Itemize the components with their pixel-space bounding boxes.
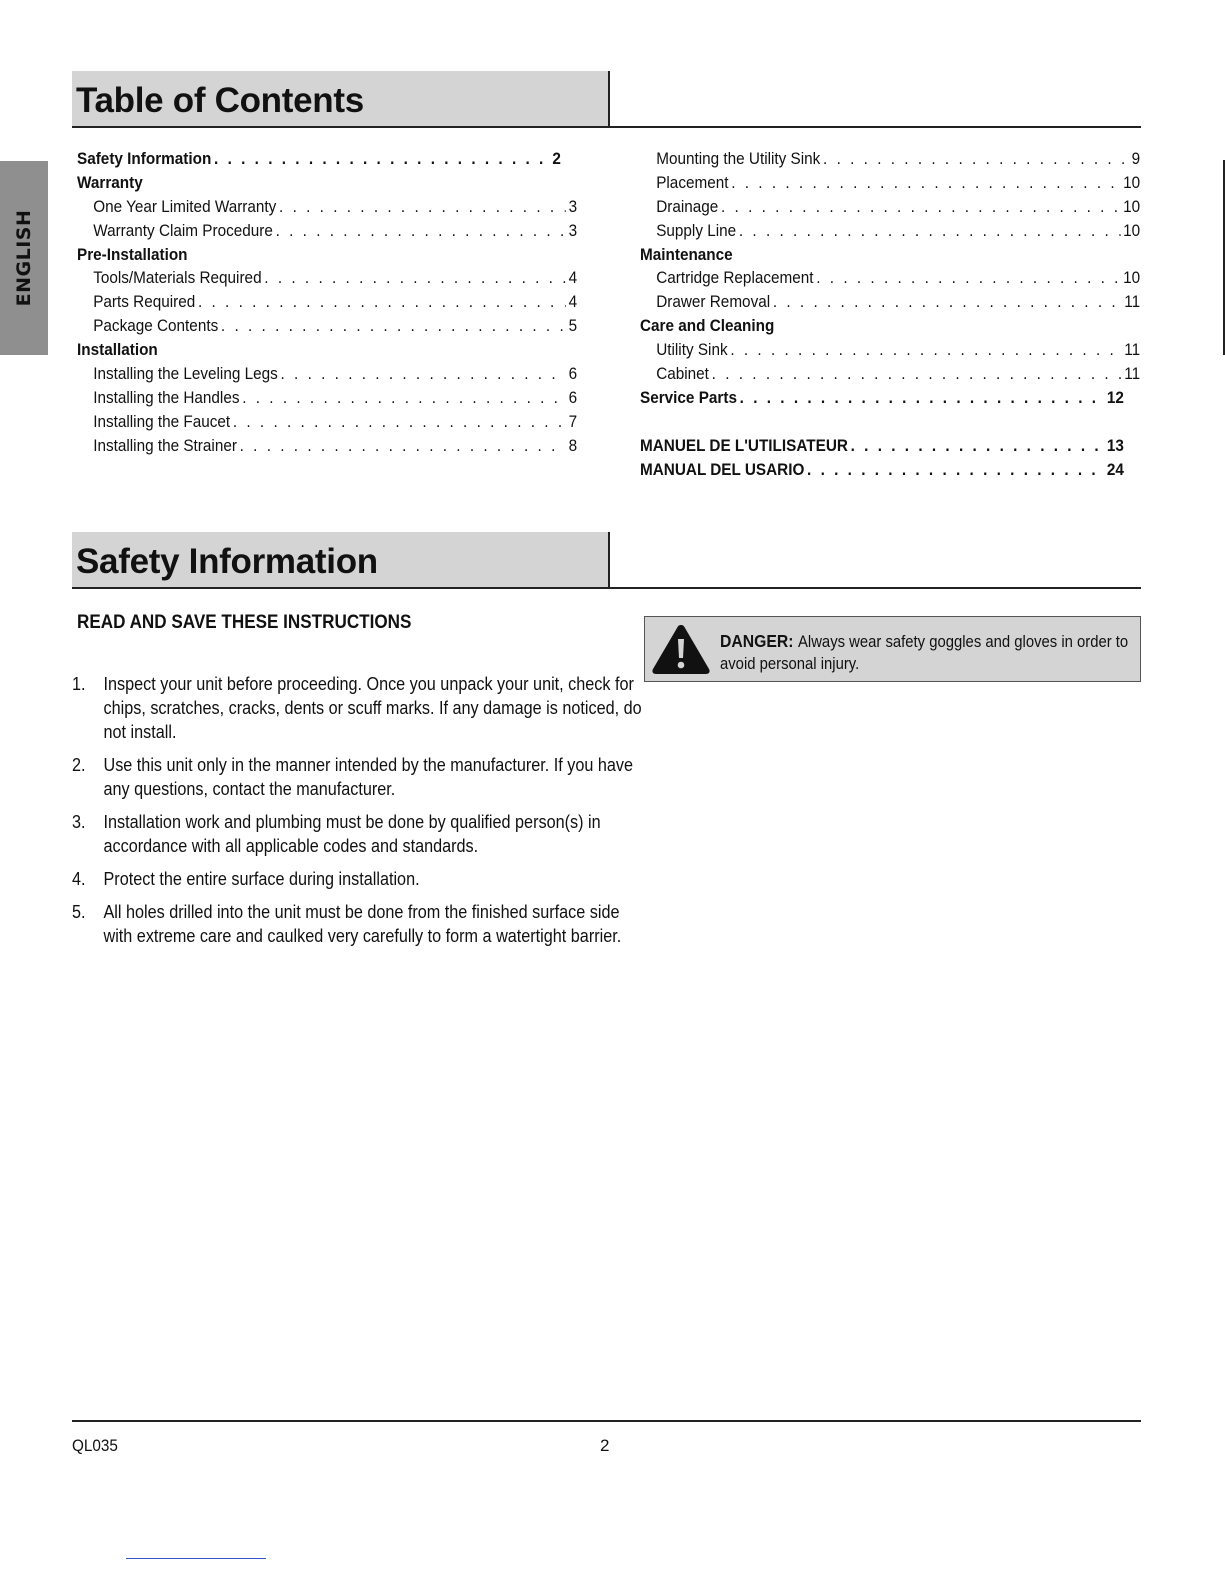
- toc-entry[interactable]: [77, 434, 577, 458]
- toc-entry[interactable]: [77, 171, 561, 195]
- toc-dot-leader: [240, 434, 566, 458]
- toc-dot-leader: [730, 338, 1121, 362]
- toc-entry[interactable]: [77, 219, 577, 243]
- toc-entry-label: Safety Information: [77, 149, 212, 168]
- toc-dot-leader: [233, 410, 566, 434]
- toc-entry-label: Drainage: [656, 196, 719, 216]
- toc-dot-leader: [198, 290, 566, 314]
- toc-entry-page: 2: [552, 149, 561, 168]
- safety-instruction-list: [72, 672, 652, 957]
- toc-entry[interactable]: [640, 314, 1124, 338]
- safety-header-band: [72, 532, 610, 587]
- toc-entry[interactable]: [77, 386, 577, 410]
- toc-entry[interactable]: [640, 266, 1140, 290]
- toc-dot-leader: [739, 219, 1121, 243]
- toc-entry-page: 11: [1124, 364, 1141, 384]
- toc-entry-label: Warranty Claim Procedure: [93, 220, 273, 240]
- toc-dot-leader: [851, 434, 1105, 458]
- toc-entry-label: Pre-Installation: [77, 244, 188, 264]
- model-number: QL035: [72, 1436, 118, 1455]
- toc-entry[interactable]: [640, 362, 1140, 386]
- toc-entry-label: MANUEL DE L'UTILISATEUR: [640, 435, 848, 455]
- danger-callout: [644, 616, 1141, 682]
- warning-triangle-icon: [651, 623, 711, 675]
- toc-dot-leader: [280, 362, 565, 386]
- toc-entry[interactable]: [77, 290, 577, 314]
- toc-entry[interactable]: [640, 171, 1140, 195]
- toc-entry-label: Mounting the Utility Sink: [656, 149, 821, 168]
- toc-entry-label: Supply Line: [656, 220, 737, 240]
- toc-entry-page: 12: [1106, 387, 1124, 407]
- toc-dot-leader: [221, 314, 566, 338]
- instruction-number: 3.: [72, 812, 86, 832]
- toc-entry-page: 6: [568, 387, 578, 407]
- safety-instruction-item: [72, 867, 644, 891]
- toc-dot-leader: [242, 386, 566, 410]
- toc-dot-leader: [276, 219, 566, 243]
- toc-entry-page: 11: [1124, 340, 1141, 360]
- toc-dot-leader: [823, 147, 1129, 171]
- toc-entry-page: 9: [1131, 149, 1141, 168]
- toc-right-column: [640, 147, 1141, 481]
- toc-entry[interactable]: [640, 195, 1140, 219]
- toc-dot-leader: [721, 195, 1120, 219]
- read-save-instructions-heading: READ AND SAVE THESE INSTRUCTIONS: [77, 612, 412, 633]
- toc-entry[interactable]: [640, 434, 1124, 458]
- toc-entry[interactable]: [77, 314, 577, 338]
- toc-entry[interactable]: [77, 266, 577, 290]
- toc-entry-label: Warranty: [77, 172, 143, 192]
- toc-entry-label: Drawer Removal: [656, 292, 771, 312]
- toc-entry-label: Tools/Materials Required: [93, 268, 262, 288]
- toc-entry-page: 10: [1123, 196, 1141, 216]
- toc-entry-label: MANUAL DEL USARIO: [640, 459, 805, 479]
- safety-header-rule: [72, 587, 1141, 589]
- toc-entry[interactable]: [640, 147, 1140, 171]
- toc-header-band: [72, 71, 610, 126]
- toc-entry-page: 5: [568, 316, 578, 336]
- toc-entry-label: Care and Cleaning: [640, 316, 775, 336]
- toc-dot-leader: [816, 266, 1120, 290]
- safety-title: Safety Information: [76, 542, 378, 581]
- instruction-text: All holes drilled into the unit must be done from the finished surface side with extreme care and caulked very carefully to form a watertight barrier.: [103, 902, 622, 946]
- toc-entry-label: Installation: [77, 340, 158, 360]
- toc-entry[interactable]: [640, 290, 1140, 314]
- toc-entry-label: Utility Sink: [656, 340, 728, 360]
- toc-entry-page: 11: [1124, 292, 1141, 312]
- toc-left-column: [77, 147, 578, 458]
- language-side-tab: [0, 161, 48, 355]
- toc-entry-label: Installing the Faucet: [93, 411, 231, 431]
- toc-entry-page: 8: [568, 435, 578, 455]
- danger-label: DANGER:: [720, 631, 794, 651]
- toc-entry[interactable]: [77, 410, 577, 434]
- instruction-text: Protect the entire surface during installation.: [103, 869, 420, 889]
- toc-header-rule: [72, 126, 1141, 128]
- toc-entry-label: Installing the Handles: [93, 387, 240, 407]
- toc-entry[interactable]: [640, 219, 1140, 243]
- toc-entry-page: 4: [568, 268, 578, 288]
- toc-spacer: [640, 410, 1124, 434]
- page-number: 2: [600, 1436, 610, 1455]
- toc-entry-label: Placement: [656, 172, 729, 192]
- toc-dot-leader: [279, 195, 566, 219]
- toc-dot-leader: [712, 362, 1122, 386]
- toc-entry-page: 4: [568, 292, 578, 312]
- toc-entry-label: Cartridge Replacement: [656, 268, 814, 288]
- toc-dot-leader: [731, 171, 1120, 195]
- toc-entry[interactable]: [77, 195, 577, 219]
- toc-entry[interactable]: [77, 147, 561, 171]
- toc-entry[interactable]: [640, 243, 1124, 267]
- toc-entry-label: Installing the Leveling Legs: [93, 364, 278, 384]
- instruction-number: 1.: [72, 674, 86, 694]
- toc-entry-page: 13: [1106, 435, 1124, 455]
- toc-dot-leader: [214, 147, 550, 171]
- toc-entry[interactable]: [77, 362, 577, 386]
- toc-dot-leader: [807, 458, 1104, 482]
- instruction-number: 4.: [72, 869, 86, 889]
- toc-entry-page: 10: [1123, 268, 1141, 288]
- safety-instruction-item: [72, 753, 644, 801]
- toc-entry-page: 10: [1123, 220, 1141, 240]
- toc-entry-page: 7: [568, 411, 578, 431]
- toc-entry[interactable]: [77, 338, 561, 362]
- toc-entry-page: 24: [1106, 459, 1124, 479]
- instruction-text: Inspect your unit before proceeding. Once you unpack your unit, check for chips, scratches, cracks, dents or scuff marks. If any damage is noticed, do not install.: [103, 674, 642, 742]
- footer-rule: [72, 1420, 1141, 1422]
- bottom-link-underline: [126, 1558, 266, 1559]
- toc-entry-page: 3: [568, 196, 578, 216]
- toc-dot-leader: [773, 290, 1122, 314]
- toc-entry-page: 3: [568, 220, 578, 240]
- toc-entry-label: One Year Limited Warranty: [93, 196, 277, 216]
- danger-message: [720, 630, 1134, 675]
- instruction-text: Installation work and plumbing must be done by qualified person(s) in accordance with all applicable codes and standards.: [103, 812, 601, 856]
- toc-entry-label: Maintenance: [640, 244, 733, 264]
- toc-dot-leader: [740, 386, 1105, 410]
- toc-entry-label: Package Contents: [93, 316, 219, 336]
- instruction-number: 2.: [72, 755, 86, 775]
- toc-entry-label: Installing the Strainer: [93, 435, 237, 455]
- toc-dot-leader: [264, 266, 566, 290]
- toc-entry[interactable]: [640, 386, 1124, 410]
- toc-entry[interactable]: [640, 458, 1124, 482]
- safety-instruction-item: [72, 810, 644, 858]
- toc-header: [72, 71, 1141, 128]
- safety-instruction-item: [72, 900, 644, 948]
- safety-header: [72, 532, 1141, 589]
- toc-entry[interactable]: [640, 338, 1140, 362]
- toc-entry-label: Service Parts: [640, 387, 737, 407]
- safety-instruction-item: [72, 672, 644, 744]
- toc-entry-label: Cabinet: [656, 364, 709, 384]
- toc-entry-page: 6: [568, 364, 578, 384]
- danger-text: Always wear safety goggles and gloves in order to avoid personal injury.: [720, 633, 1129, 673]
- toc-entry-label: Parts Required: [93, 292, 196, 312]
- toc-entry[interactable]: [77, 243, 561, 267]
- toc-title: Table of Contents: [76, 81, 364, 120]
- toc-entry-page: 10: [1123, 172, 1141, 192]
- instruction-text: Use this unit only in the manner intended by the manufacturer. If you have any questions, contact the manufacturer.: [103, 755, 634, 799]
- language-label: ENGLISH: [13, 209, 35, 307]
- instruction-number: 5.: [72, 902, 86, 922]
